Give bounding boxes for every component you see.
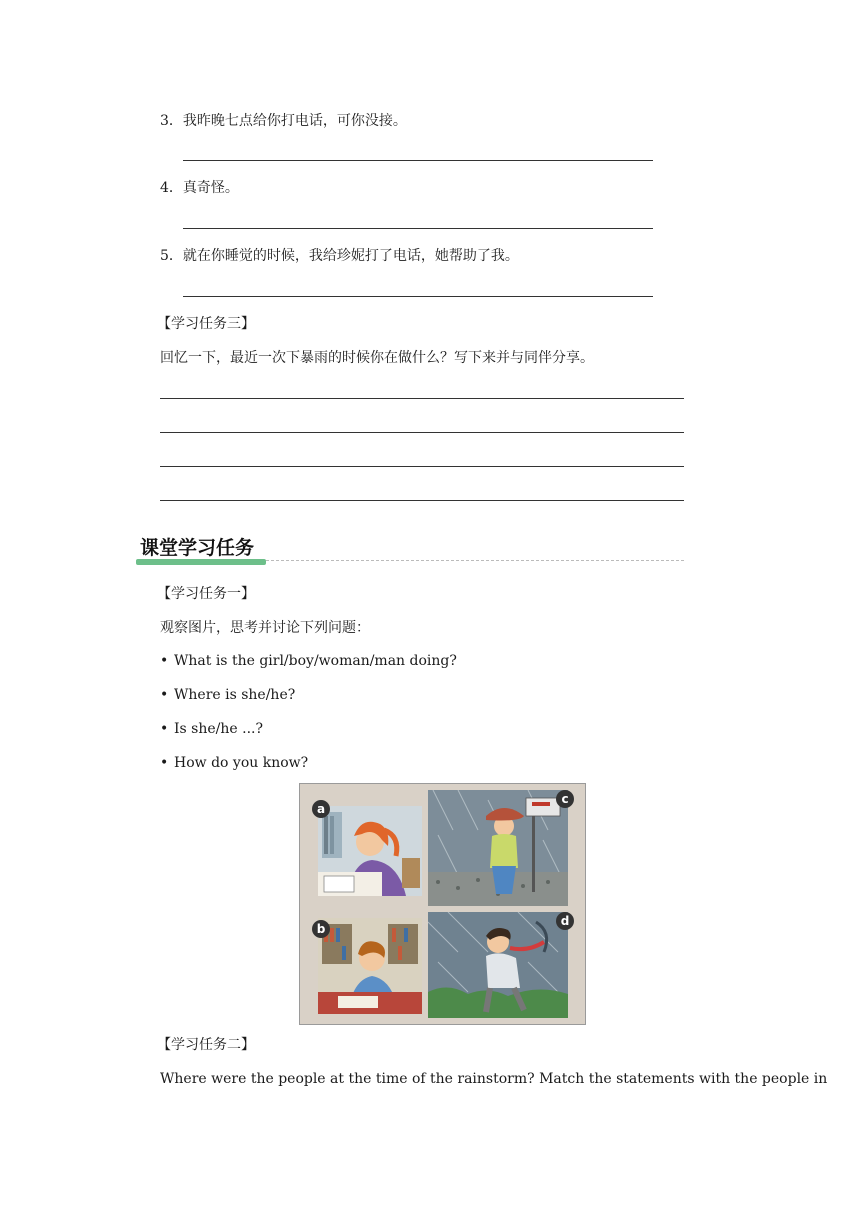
list-item <box>160 719 263 739</box>
writing-line[interactable] <box>160 500 684 501</box>
bullet-icon: • <box>160 687 169 703</box>
item-number: 5． <box>160 248 183 264</box>
writing-line[interactable] <box>160 432 684 433</box>
question-text: Is she/he ...? <box>174 721 263 737</box>
task3-heading: 【学习任务三】 <box>157 316 255 332</box>
question-text: How do you know? <box>174 755 309 771</box>
answer-line[interactable] <box>183 160 653 161</box>
panel-c <box>428 790 568 906</box>
question-text: Where is she/he? <box>174 687 296 703</box>
item-text: 就在你睡觉的时候，我给珍妮打了电话，她帮助了我。 <box>182 248 519 264</box>
class-task1-heading: 【学习任务一】 <box>157 586 255 602</box>
homework-item-3 <box>160 111 407 131</box>
boy-in-library-illustration <box>318 918 422 1014</box>
item-text: 真奇怪。 <box>182 180 239 196</box>
question-text: What is the girl/boy/woman/man doing? <box>174 653 457 669</box>
class-task1-instruction: 观察图片，思考并讨论下列问题： <box>160 620 370 636</box>
panel-a <box>318 806 422 896</box>
illustration-figure <box>299 783 586 1025</box>
item-number: 3． <box>160 113 183 129</box>
item-number: 4． <box>160 180 183 196</box>
panel-d <box>428 912 568 1018</box>
section-divider <box>266 560 684 561</box>
list-item <box>160 685 295 705</box>
task3-prompt: 回忆一下，最近一次下暴雨的时候你在做什么？写下来并与同伴分享。 <box>160 350 594 366</box>
panel-label-a: a <box>312 800 330 818</box>
bullet-icon: • <box>160 653 169 669</box>
panel-b <box>318 918 422 1014</box>
writing-line[interactable] <box>160 466 684 467</box>
list-item <box>160 753 308 773</box>
answer-line[interactable] <box>183 296 653 297</box>
item-text: 我昨晚七点给你打电话，可你没接。 <box>182 113 407 129</box>
answer-line[interactable] <box>183 228 653 229</box>
homework-item-4 <box>160 178 239 198</box>
bullet-icon: • <box>160 755 169 771</box>
section-title: 课堂学习任务 <box>140 537 255 559</box>
woman-waiting-at-bus-stop-in-rain-illustration <box>428 790 568 906</box>
bullet-icon: • <box>160 721 169 737</box>
panel-label-d: d <box>556 912 574 930</box>
girl-studying-at-desk-illustration <box>318 806 422 896</box>
writing-line[interactable] <box>160 398 684 399</box>
class-task2-heading: 【学习任务二】 <box>157 1037 255 1053</box>
homework-item-5 <box>160 246 519 266</box>
class-task2-text: Where were the people at the time of the rainstorm? Match the statements with the people in <box>160 1071 828 1087</box>
list-item <box>160 651 457 671</box>
panel-label-b: b <box>312 920 330 938</box>
man-walking-in-storm-illustration <box>428 912 568 1018</box>
panel-label-c: c <box>556 790 574 808</box>
